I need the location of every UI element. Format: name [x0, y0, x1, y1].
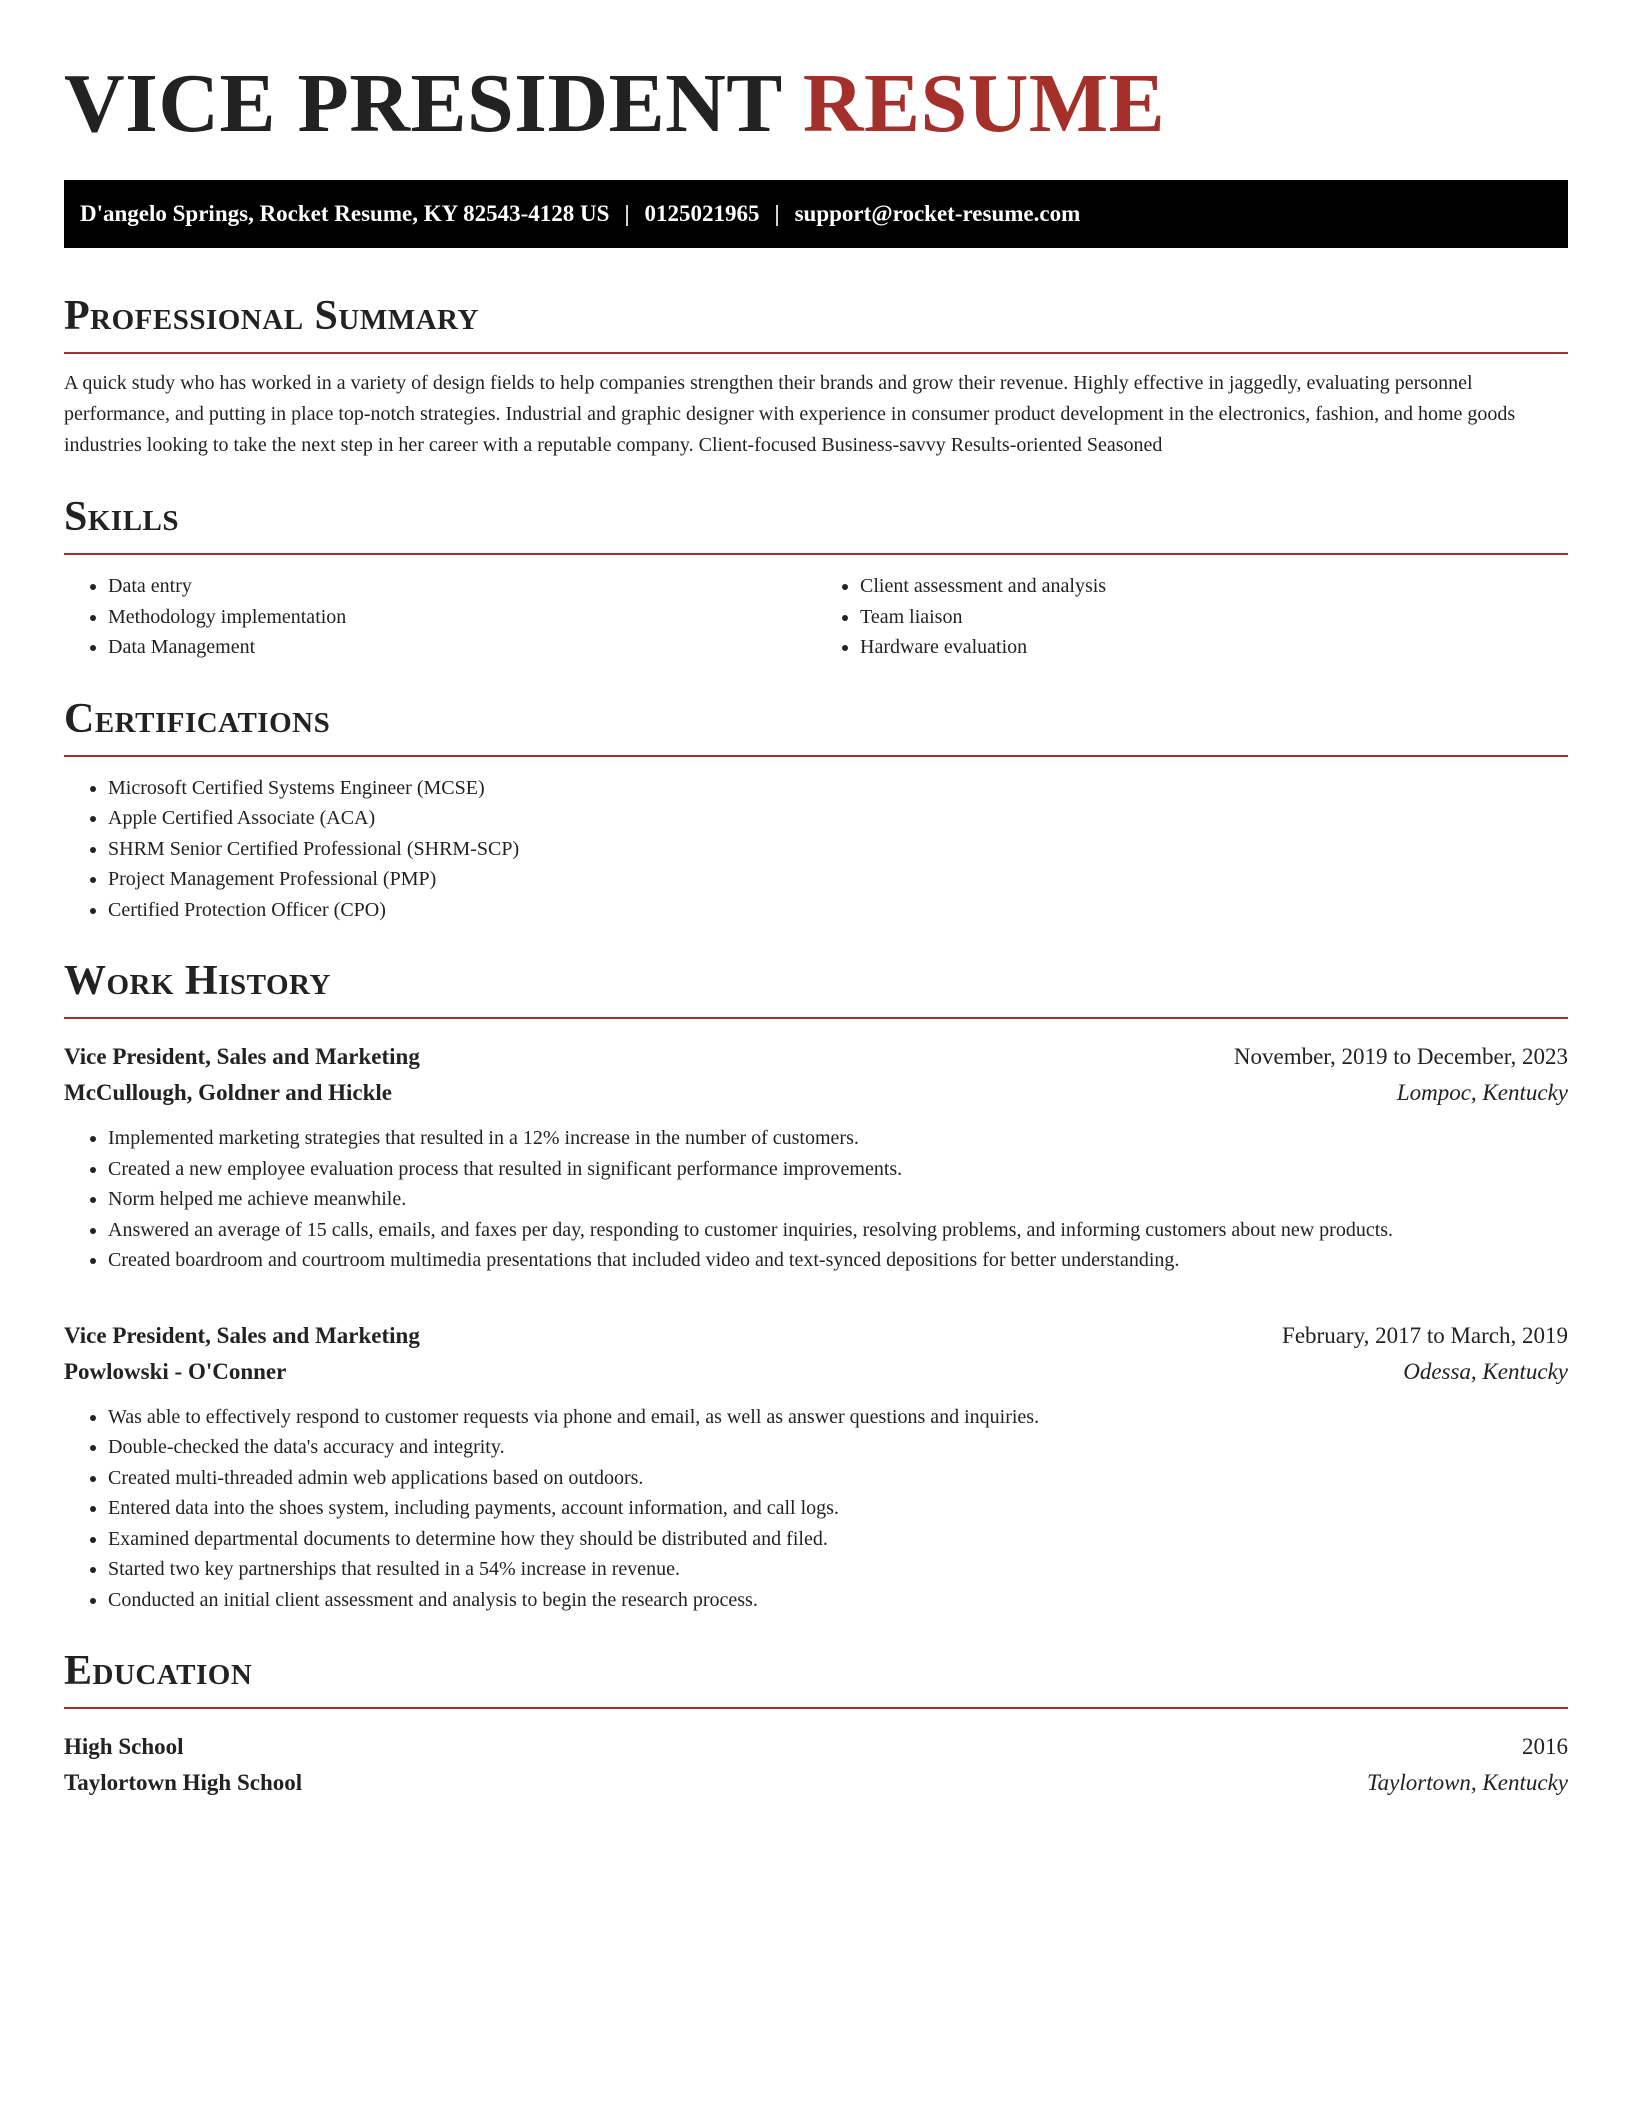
certification-item: • Certified Protection Officer (CPO): [108, 895, 1568, 926]
education-section: [64, 1645, 1568, 1801]
work-history-section: [64, 955, 1568, 1615]
job-duty: • Conducted an initial client assessment and analysis to begin the research process.: [108, 1585, 1568, 1616]
skills-section: [64, 491, 1568, 663]
job-location: Odessa, Kentucky: [1403, 1358, 1568, 1384]
skill-item: • Client assessment and analysis: [860, 571, 1568, 602]
skills-list-left: [64, 571, 816, 663]
education-school-row: [64, 1765, 1568, 1801]
education-heading: Education: [64, 1645, 1568, 1709]
skills-heading: Skills: [64, 491, 1568, 555]
job-duty: • Examined departmental documents to determine how they should be distributed and filed.: [108, 1524, 1568, 1555]
certification-item: • Project Management Professional (PMP): [108, 864, 1568, 895]
job-title: Vice President, Sales and Marketing: [64, 1044, 420, 1069]
education-school: Taylortown High School: [64, 1770, 303, 1795]
job-duty: • Was able to effectively respond to customer requests via phone and email, as well as answer questions and inquiries.: [108, 1402, 1568, 1433]
contact-address: D'angelo Springs, Rocket Resume, KY 82543-4128 US: [80, 201, 610, 226]
certifications-list: [64, 773, 1568, 926]
certifications-section: [64, 693, 1568, 926]
education-degree-row: [64, 1729, 1568, 1765]
contact-phone: 0125021965: [644, 201, 760, 226]
contact-bar: [64, 180, 1568, 248]
skill-item: • Data entry: [108, 571, 816, 602]
job-duty: • Norm helped me achieve meanwhile.: [108, 1184, 1568, 1215]
skill-item: • Methodology implementation: [108, 602, 816, 633]
job-duty: • Entered data into the shoes system, including payments, account information, and call logs.: [108, 1493, 1568, 1524]
skill-item: • Hardware evaluation: [860, 632, 1568, 663]
certifications-heading: Certifications: [64, 693, 1568, 757]
skill-item: • Team liaison: [860, 602, 1568, 633]
title-job: VICE PRESIDENT: [64, 57, 782, 150]
contact-email: support@rocket-resume.com: [794, 201, 1081, 226]
skills-columns: [64, 571, 1568, 663]
job-duty: • Started two key partnerships that resulted in a 54% increase in revenue.: [108, 1554, 1568, 1585]
job-dates: November, 2019 to December, 2023: [1233, 1044, 1568, 1069]
job-company-row: [64, 1075, 1568, 1111]
contact-separator: |: [624, 201, 630, 226]
summary-heading: Professional Summary: [64, 290, 1568, 354]
job-title-row: [64, 1039, 1568, 1075]
job-company: Powlowski - O'Conner: [64, 1358, 287, 1384]
job-duty: • Answered an average of 15 calls, emails, and faxes per day, responding to customer inquiries, resolving problems, and informing customers about new products.: [108, 1215, 1568, 1246]
certification-item: • Microsoft Certified Systems Engineer (MCSE): [108, 773, 1568, 804]
job-title-row: [64, 1318, 1568, 1354]
skill-item: • Data Management: [108, 632, 816, 663]
job-entry: [64, 1039, 1568, 1276]
job-duty: • Double-checked the data's accuracy and integrity.: [108, 1432, 1568, 1463]
skills-list-right: [816, 571, 1568, 663]
title-resume-word: RESUME: [802, 57, 1166, 150]
job-company-row: [64, 1354, 1568, 1390]
job-duty: • Created multi-threaded admin web applications based on outdoors.: [108, 1463, 1568, 1494]
certification-item: • SHRM Senior Certified Professional (SHRM-SCP): [108, 834, 1568, 865]
certification-item: • Apple Certified Associate (ACA): [108, 803, 1568, 834]
education-entry: [64, 1729, 1568, 1801]
job-company: McCullough, Goldner and Hickle: [64, 1080, 393, 1105]
job-duty: • Implemented marketing strategies that resulted in a 12% increase in the number of customers.: [108, 1123, 1568, 1154]
job-entry: [64, 1318, 1568, 1616]
education-location: Taylortown, Kentucky: [1366, 1770, 1568, 1795]
job-duty: • Created a new employee evaluation process that resulted in significant performance improvements.: [108, 1154, 1568, 1185]
job-duties-list: [64, 1402, 1568, 1616]
contact-separator: |: [774, 201, 780, 226]
job-duties-list: [64, 1123, 1568, 1276]
job-title: Vice President, Sales and Marketing: [64, 1322, 420, 1348]
job-location: Lompoc, Kentucky: [1396, 1080, 1568, 1105]
job-dates: February, 2017 to March, 2019: [1282, 1322, 1568, 1348]
resume-title: [64, 0, 1568, 152]
work-history-heading: Work History: [64, 955, 1568, 1019]
education-degree: High School: [64, 1734, 184, 1759]
education-year: 2016: [1522, 1734, 1568, 1759]
summary-text: A quick study who has worked in a variety of design fields to help companies strengthen their brands and grow their revenue. Highly effective in jaggedly, evaluating personnel performance, and putting in place top-notch strategies. Industrial and graphic designer with experience in consumer product development in the electronics, fashion, and home goods industries looking to take the next step in her career with a reputable company. Client-focused Business-savvy Results-oriented Seasoned: [64, 372, 1516, 456]
job-duty: • Created boardroom and courtroom multimedia presentations that included video and text-synced depositions for better understanding.: [108, 1245, 1568, 1276]
